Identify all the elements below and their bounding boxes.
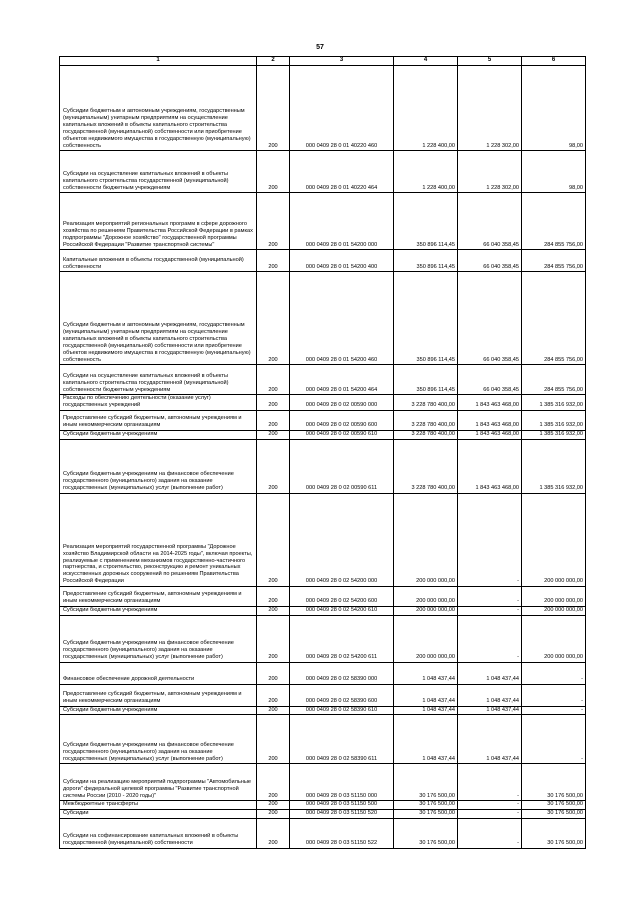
row-name-cell: Субсидии бюджетным учреждениям на финансовое обеспечение государственного (муниципального) задания на оказание государственных (муниципальных) услуг (выполнение работ): [60, 715, 257, 764]
row-classification-code-cell: 000 0409 28 0 02 00590 611: [290, 439, 394, 493]
row-classification-code-cell: 000 0409 28 0 02 00590 610: [290, 430, 394, 439]
row-name-cell: Субсидии бюджетным учреждениям: [60, 606, 257, 615]
row-code-cell: 200: [257, 615, 290, 662]
row-executed-amount-cell: -: [458, 586, 522, 606]
row-executed-amount-cell: 1 228 302,00: [458, 151, 522, 193]
row-approved-amount-cell: 3 228 780 400,00: [394, 430, 458, 439]
row-approved-amount-cell: 350 896 114,45: [394, 250, 458, 272]
row-code-cell: 200: [257, 715, 290, 764]
row-code-cell: 200: [257, 66, 290, 151]
row-unexecuted-amount-cell: 284 855 756,00: [522, 193, 586, 250]
table-row: [60, 272, 586, 365]
column-header: 1: [60, 57, 257, 66]
row-unexecuted-amount-cell: 200 000 000,00: [522, 606, 586, 615]
row-approved-amount-cell: 350 896 114,45: [394, 193, 458, 250]
row-name-cell: Расходы по обеспечению деятельности (оказание услуг) государственных учреждений: [60, 395, 257, 411]
row-approved-amount-cell: 30 176 500,00: [394, 801, 458, 810]
table-row: [60, 586, 586, 606]
table-row: [60, 819, 586, 849]
row-unexecuted-amount-cell: -: [522, 715, 586, 764]
row-code-cell: 200: [257, 439, 290, 493]
row-executed-amount-cell: 1 843 463 468,00: [458, 439, 522, 493]
row-approved-amount-cell: 1 048 437,44: [394, 706, 458, 715]
row-unexecuted-amount-cell: 30 176 500,00: [522, 801, 586, 810]
row-classification-code-cell: 000 0409 28 0 01 40220 464: [290, 151, 394, 193]
column-header: 3: [290, 57, 394, 66]
row-unexecuted-amount-cell: 30 176 500,00: [522, 764, 586, 801]
table-row: [60, 66, 586, 151]
row-classification-code-cell: 000 0409 28 0 02 58390 000: [290, 662, 394, 684]
row-classification-code-cell: 000 0409 28 0 02 54200 610: [290, 606, 394, 615]
row-approved-amount-cell: 200 000 000,00: [394, 586, 458, 606]
row-code-cell: 200: [257, 706, 290, 715]
row-classification-code-cell: 000 0409 28 0 02 58390 610: [290, 706, 394, 715]
row-unexecuted-amount-cell: -: [522, 684, 586, 706]
table-row: [60, 662, 586, 684]
row-approved-amount-cell: 200 000 000,00: [394, 493, 458, 586]
row-name-cell: Субсидии бюджетным и автономным учреждениям, государственным (муниципальным) унитарным предприятиям на осуществление капитальных вложений в объекты капитального строительства государственной (муниципальной) собственности или приобретение объектов недвижимого имущества в государственную (муниципальную) собственность: [60, 272, 257, 365]
table-row: [60, 615, 586, 662]
row-classification-code-cell: 000 0409 28 0 02 54200 611: [290, 615, 394, 662]
row-code-cell: 200: [257, 272, 290, 365]
row-executed-amount-cell: 1 048 437,44: [458, 662, 522, 684]
row-code-cell: 200: [257, 493, 290, 586]
row-code-cell: 200: [257, 395, 290, 411]
row-code-cell: 200: [257, 662, 290, 684]
row-name-cell: Субсидии на осуществление капитальных вложений в объекты капитального строительства государственной (муниципальной) собственности бюджетным учреждениям: [60, 365, 257, 395]
column-header: 5: [458, 57, 522, 66]
row-approved-amount-cell: 3 228 780 400,00: [394, 439, 458, 493]
row-approved-amount-cell: 1 048 437,44: [394, 715, 458, 764]
row-name-cell: Субсидии на реализацию мероприятий подпрограммы "Автомобильные дороги" федеральной целевой программы "Развитие транспортной системы России (2010 - 2020 годы)": [60, 764, 257, 801]
table-row: [60, 395, 586, 411]
row-classification-code-cell: 000 0409 28 0 01 40220 460: [290, 66, 394, 151]
budget-execution-table: [59, 56, 586, 849]
row-code-cell: 200: [257, 430, 290, 439]
row-approved-amount-cell: 1 048 437,44: [394, 662, 458, 684]
row-approved-amount-cell: 200 000 000,00: [394, 606, 458, 615]
header-row: [60, 57, 586, 66]
table-row: [60, 810, 586, 819]
row-code-cell: 200: [257, 151, 290, 193]
row-classification-code-cell: 000 0409 28 0 01 54200 400: [290, 250, 394, 272]
row-name-cell: Субсидии бюджетным учреждениям: [60, 430, 257, 439]
row-executed-amount-cell: 1 228 302,00: [458, 66, 522, 151]
row-code-cell: 200: [257, 801, 290, 810]
row-executed-amount-cell: -: [458, 819, 522, 849]
row-code-cell: 200: [257, 606, 290, 615]
row-classification-code-cell: 000 0409 28 0 01 54200 000: [290, 193, 394, 250]
row-name-cell: Субсидии на софинансирование капитальных вложений в объекты государственной (муниципальной) собственности: [60, 819, 257, 849]
table-row: [60, 193, 586, 250]
row-name-cell: Субсидии бюджетным учреждениям на финансовое обеспечение государственного (муниципального) задания на оказание государственных (муниципальных) услуг (выполнение работ): [60, 615, 257, 662]
row-name-cell: Капитальные вложения в объекты государственной (муниципальной) собственности: [60, 250, 257, 272]
row-unexecuted-amount-cell: 1 385 316 932,00: [522, 430, 586, 439]
row-code-cell: 200: [257, 193, 290, 250]
row-executed-amount-cell: 1 843 463 468,00: [458, 430, 522, 439]
row-unexecuted-amount-cell: 200 000 000,00: [522, 615, 586, 662]
column-header: 4: [394, 57, 458, 66]
table-row: [60, 684, 586, 706]
table-row: [60, 151, 586, 193]
row-unexecuted-amount-cell: 1 385 316 932,00: [522, 395, 586, 411]
table-row: [60, 764, 586, 801]
row-executed-amount-cell: 1 048 437,44: [458, 706, 522, 715]
row-code-cell: 200: [257, 365, 290, 395]
row-classification-code-cell: 000 0409 28 0 02 00590 000: [290, 395, 394, 411]
row-name-cell: Реализация мероприятий региональных программ в сфере дорожного хозяйства по решениям Правительства Российской Федерации в рамках подпрограммы "Дорожное хозяйство" государственной программы Российской Федерации "Развитие транспортной системы": [60, 193, 257, 250]
row-executed-amount-cell: 1 048 437,44: [458, 684, 522, 706]
row-classification-code-cell: 000 0409 28 0 03 51150 522: [290, 819, 394, 849]
table-row: [60, 430, 586, 439]
row-executed-amount-cell: -: [458, 810, 522, 819]
row-name-cell: Предоставление субсидий бюджетным, автономным учреждениям и иным некоммерческим организациям: [60, 684, 257, 706]
row-unexecuted-amount-cell: 30 176 500,00: [522, 810, 586, 819]
row-unexecuted-amount-cell: 30 176 500,00: [522, 819, 586, 849]
row-unexecuted-amount-cell: 284 855 756,00: [522, 365, 586, 395]
row-approved-amount-cell: 30 176 500,00: [394, 810, 458, 819]
table-row: [60, 410, 586, 430]
row-unexecuted-amount-cell: 284 855 756,00: [522, 250, 586, 272]
row-classification-code-cell: 000 0409 28 0 02 58390 611: [290, 715, 394, 764]
row-classification-code-cell: 000 0409 28 0 01 54200 460: [290, 272, 394, 365]
column-header: 2: [257, 57, 290, 66]
row-approved-amount-cell: 30 176 500,00: [394, 764, 458, 801]
row-approved-amount-cell: 30 176 500,00: [394, 819, 458, 849]
row-approved-amount-cell: 200 000 000,00: [394, 615, 458, 662]
row-name-cell: Субсидии бюджетным учреждениям на финансовое обеспечение государственного (муниципального) задания на оказание государственных (муниципальных) услуг (выполнение работ): [60, 439, 257, 493]
row-executed-amount-cell: 66 040 358,45: [458, 272, 522, 365]
row-classification-code-cell: 000 0409 28 0 03 51150 520: [290, 810, 394, 819]
row-name-cell: Субсидии бюджетным учреждениям: [60, 706, 257, 715]
row-name-cell: Межбюджетные трансферты: [60, 801, 257, 810]
row-unexecuted-amount-cell: -: [522, 706, 586, 715]
row-approved-amount-cell: 3 228 780 400,00: [394, 395, 458, 411]
row-executed-amount-cell: 66 040 358,45: [458, 193, 522, 250]
row-unexecuted-amount-cell: 200 000 000,00: [522, 586, 586, 606]
row-name-cell: Субсидии на осуществление капитальных вложений в объекты капитального строительства государственной (муниципальной) собственности бюджетным учреждениям: [60, 151, 257, 193]
table-row: [60, 365, 586, 395]
row-approved-amount-cell: 350 896 114,45: [394, 365, 458, 395]
row-classification-code-cell: 000 0409 28 0 02 58390 600: [290, 684, 394, 706]
row-code-cell: 200: [257, 819, 290, 849]
column-header: 6: [522, 57, 586, 66]
row-name-cell: Финансовое обеспечение дорожной деятельности: [60, 662, 257, 684]
row-unexecuted-amount-cell: 98,00: [522, 151, 586, 193]
row-approved-amount-cell: 350 896 114,45: [394, 272, 458, 365]
row-approved-amount-cell: 1 228 400,00: [394, 151, 458, 193]
row-executed-amount-cell: -: [458, 493, 522, 586]
table-row: [60, 715, 586, 764]
row-classification-code-cell: 000 0409 28 0 02 54200 000: [290, 493, 394, 586]
row-code-cell: 200: [257, 764, 290, 801]
row-executed-amount-cell: 1 843 463 468,00: [458, 395, 522, 411]
table-row: [60, 706, 586, 715]
row-unexecuted-amount-cell: 200 000 000,00: [522, 493, 586, 586]
row-name-cell: Субсидии: [60, 810, 257, 819]
row-classification-code-cell: 000 0409 28 0 02 00590 600: [290, 410, 394, 430]
row-classification-code-cell: 000 0409 28 0 03 51150 000: [290, 764, 394, 801]
row-code-cell: 200: [257, 684, 290, 706]
row-classification-code-cell: 000 0409 28 0 02 54200 600: [290, 586, 394, 606]
row-classification-code-cell: 000 0409 28 0 01 54200 464: [290, 365, 394, 395]
row-approved-amount-cell: 1 228 400,00: [394, 66, 458, 151]
row-code-cell: 200: [257, 810, 290, 819]
row-classification-code-cell: 000 0409 28 0 03 51150 500: [290, 801, 394, 810]
row-name-cell: Предоставление субсидий бюджетным, автономным учреждениям и иным некоммерческим организациям: [60, 410, 257, 430]
row-executed-amount-cell: -: [458, 764, 522, 801]
table-row: [60, 606, 586, 615]
row-executed-amount-cell: 66 040 358,45: [458, 250, 522, 272]
row-name-cell: Предоставление субсидий бюджетным, автономным учреждениям и иным некоммерческим организациям: [60, 586, 257, 606]
row-unexecuted-amount-cell: -: [522, 662, 586, 684]
table-row: [60, 493, 586, 586]
row-unexecuted-amount-cell: 1 385 316 932,00: [522, 410, 586, 430]
table-row: [60, 439, 586, 493]
row-unexecuted-amount-cell: 1 385 316 932,00: [522, 439, 586, 493]
row-unexecuted-amount-cell: 284 855 756,00: [522, 272, 586, 365]
table-row: [60, 801, 586, 810]
row-executed-amount-cell: -: [458, 801, 522, 810]
row-executed-amount-cell: 1 843 463 468,00: [458, 410, 522, 430]
row-code-cell: 200: [257, 250, 290, 272]
table-row: [60, 250, 586, 272]
row-approved-amount-cell: 3 228 780 400,00: [394, 410, 458, 430]
row-executed-amount-cell: -: [458, 606, 522, 615]
row-executed-amount-cell: -: [458, 615, 522, 662]
row-name-cell: Реализация мероприятий государственной программы "Дорожное хозяйство Владимирской области на 2014-2025 годы", включая проекты, реализуемые с применением механизмов государственно-частичного партнерства, и строительство, реконструкцию и ремонт уникальных искусственных дорожных сооружений по решениям Правительства Российской Федерации: [60, 493, 257, 586]
row-approved-amount-cell: 1 048 437,44: [394, 684, 458, 706]
row-code-cell: 200: [257, 410, 290, 430]
row-unexecuted-amount-cell: 98,00: [522, 66, 586, 151]
row-name-cell: Субсидии бюджетным и автономным учреждениям, государственным (муниципальным) унитарным предприятиям на осуществление капитальных вложений в объекты капитального строительства государственной (муниципальной) собственности или приобретение объектов недвижимого имущества в государственную (муниципальную) собственность: [60, 66, 257, 151]
row-executed-amount-cell: 66 040 358,45: [458, 365, 522, 395]
page-number: 57: [316, 44, 324, 51]
row-code-cell: 200: [257, 586, 290, 606]
row-executed-amount-cell: 1 048 437,44: [458, 715, 522, 764]
